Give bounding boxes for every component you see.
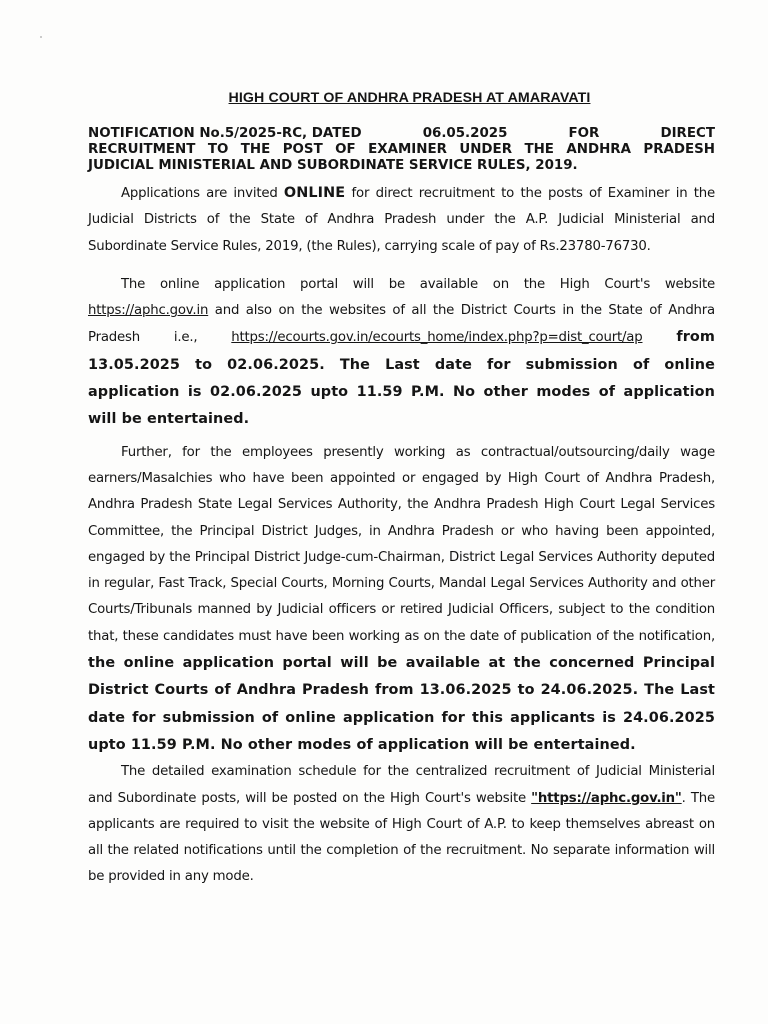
paragraph-employees	[88, 440, 715, 760]
notification-document	[88, 90, 715, 891]
para3-dates-bold: the online application portal will be available at the concerned Principal District Courts of Andhra Pradesh from 13.06.2025 to 24.06.2025. The Last date for submission of online application for this applicants is 24.06.2025 upto 11.59 P.M. No other modes of application will be entertained.	[88, 655, 715, 753]
paragraph-applications	[88, 180, 715, 260]
scan-speck	[40, 36, 42, 38]
para4-text-a: The detailed examination schedule for the centralized recruitment of Judicial Ministerial and Subordinate posts, will be posted on the High Court's website	[88, 764, 715, 806]
subject-for: FOR	[568, 126, 600, 141]
aphc-website-link[interactable]: https://aphc.gov.in	[88, 303, 209, 319]
paragraph-schedule	[88, 759, 715, 890]
subject-line-2: RECRUITMENT TO THE POST OF EXAMINER UNDER THE ANDHRA PRADESH	[88, 142, 715, 157]
para1-text-a: Applications are invited	[121, 186, 284, 201]
notification-date: 06.05.2025	[422, 126, 508, 141]
aphc-website-link-2[interactable]: "https://aphc.gov.in"	[531, 790, 682, 806]
notification-number: NOTIFICATION No.5/2025-RC, DATED	[88, 126, 362, 141]
online-emphasis: ONLINE	[283, 185, 346, 201]
paragraph-portal	[88, 272, 715, 434]
para4-text-b: . The applicants are required to visit the website of High Court of A.P. to keep themselves abreast on all the related notifications until the completion of the recruitment. No separate information will be provided in any mode.	[88, 790, 715, 885]
subject-direct: DIRECT	[660, 126, 715, 141]
para1-text-b: for direct recruitment to the posts of Examiner in the Judicial Districts of the State of Andhra Pradesh under the A.P. Judicial Ministerial and Subordinate Service Rules, 2019, (the Rules), carrying scale of pay of Rs.23780-76730.	[88, 186, 715, 254]
page-title: HIGH COURT OF ANDHRA PRADESH AT AMARAVATI	[228, 90, 591, 106]
ecourts-website-link[interactable]: https://ecourts.gov.in/ecourts_home/index.php?p=dist_court/ap	[231, 330, 643, 346]
para2-text-b: and also on the websites of all the District Courts in the State of Andhra Pradesh i.e.,	[88, 303, 715, 346]
subject-line-1	[88, 126, 715, 142]
para2-dates-bold: from 13.05.2025 to 02.06.2025. The Last date for submission of online application is 02.06.2025 upto 11.59 P.M. No other modes of application will be entertained.	[88, 329, 716, 428]
subject-line-3: JUDICIAL MINISTERIAL AND SUBORDINATE SERVICE RULES, 2019.	[88, 158, 578, 173]
notification-subject	[88, 126, 715, 174]
para2-text-a: The online application portal will be available on the High Court's website	[121, 276, 715, 292]
para3-text-a: Further, for the employees presently working as contractual/outsourcing/daily wage earners/Masalchies who have been appointed or engaged by High Court of Andhra Pradesh, Andhra Pradesh State Legal Services Authority, the Andhra Pradesh High Court Legal Services Committee, the Principal District Judges, in Andhra Pradesh or who having been appointed, engaged by the Principal District Judge-cum-Chairman, District Legal Services Authority deputed in regular, Fast Track, Special Courts, Morning Courts, Mandal Legal Services Authority and other Courts/Tribunals manned by Judicial officers or retired Judicial Officers, subject to the condition that, these candidates must have been working as on the date of publication of the notification,	[88, 444, 715, 644]
